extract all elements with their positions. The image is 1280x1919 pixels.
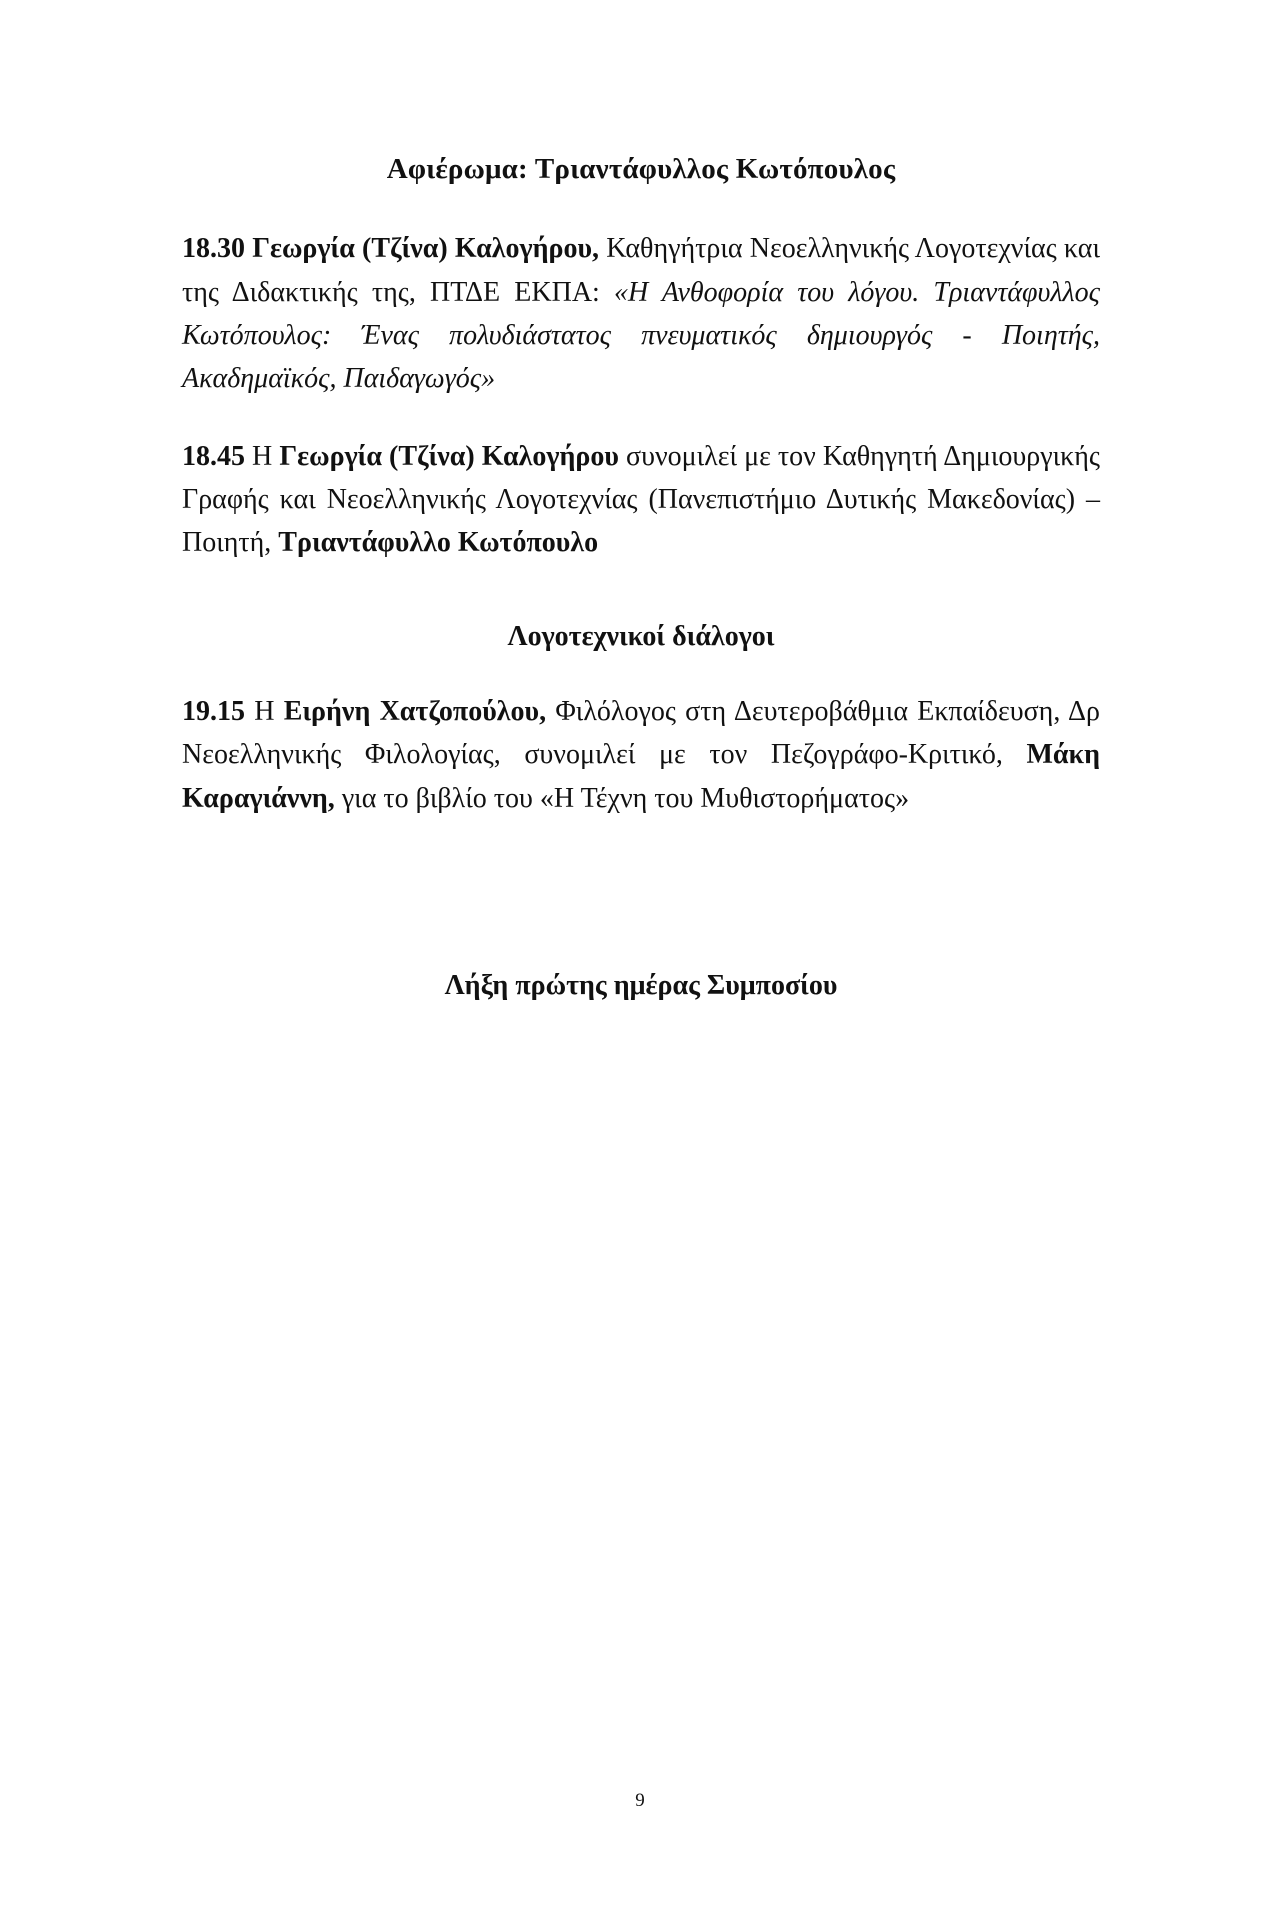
entry-lead-in: Η	[245, 696, 284, 728]
entry-guest: Μάκη Καραγιάννη,	[182, 739, 1100, 814]
entry-role: Καθηγήτρια Νεοελληνικής Λογοτεχνίας και της Διδακτικής της, ΠΤΔΕ ΕΚΠΑ:	[182, 233, 1100, 308]
schedule-entry-1830	[182, 227, 1100, 401]
entry-talk-title: «Η Ανθοφορία του λόγου. Τριαντάφυλλος Κωτόπουλος: Ένας πολυδιάστατος πνευματικός δημιουργός - Ποιητής, Ακαδημαϊκός, Παιδαγωγός»	[182, 276, 1101, 395]
entry-time: 18.45	[182, 440, 245, 472]
entry-speaker: Γεωργία (Τζίνα) Καλογήρου,	[252, 233, 600, 265]
entry-speaker: Ειρήνη Χατζοπούλου,	[283, 696, 547, 728]
entry-middle: Φιλόλογος στη Δευτεροβάθμια Εκπαίδευση, Δρ Νεοελληνικής Φιλολογίας, συνομιλεί με τον Πεζογράφο-Κριτικό,	[182, 696, 1100, 771]
entry-time: 19.15	[182, 696, 245, 728]
page-title: Αφιέρωμα: Τριαντάφυλλος Κωτόπουλος	[386, 153, 896, 185]
closing-note: Λήξη πρώτης ημέρας Συμποσίου	[444, 970, 838, 1002]
page-number: 9	[635, 1790, 645, 1811]
entry-guest: Τριαντάφυλλο Κωτόπουλο	[278, 527, 599, 559]
entry-lead-in: Η	[245, 440, 280, 472]
entry-speaker: Γεωργία (Τζίνα) Καλογήρου	[279, 440, 619, 472]
page-content	[182, 150, 1100, 1002]
section-heading: Λογοτεχνικοί διάλογοι	[507, 620, 775, 652]
schedule-entry-1845	[182, 435, 1100, 565]
entry-middle: συνομιλεί με τον Καθηγητή Δημιουργικής Γραφής και Νεοελληνικής Λογοτεχνίας (Πανεπιστήμιο Δυτικής Μακεδονίας) – Ποιητή,	[182, 440, 1100, 559]
entry-time: 18.30	[182, 233, 245, 265]
schedule-entry-1915	[182, 690, 1100, 820]
entry-tail: για το βιβλίο του «Η Τέχνη του Μυθιστορήματος»	[334, 782, 910, 814]
